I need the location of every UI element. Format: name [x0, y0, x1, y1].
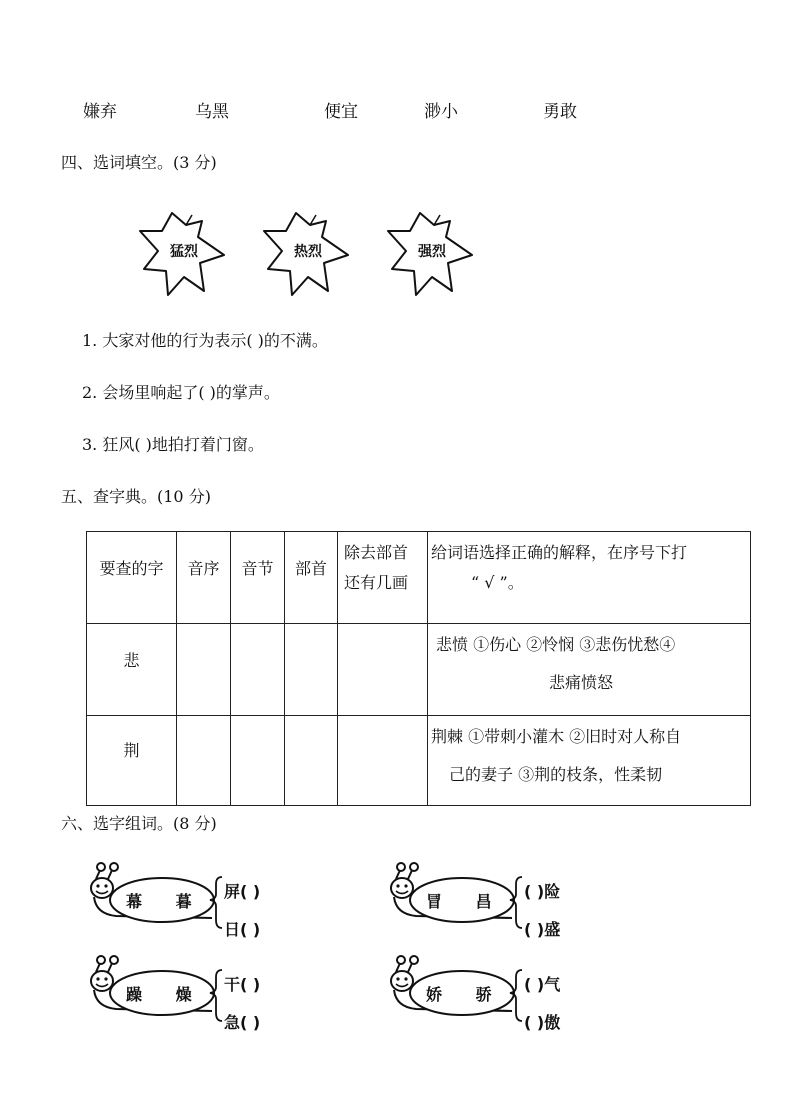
snail-option-1[interactable]: ( )险 [524, 882, 561, 901]
row-meaning-line2: 己的妻子 ③荆的枝条，性柔韧 [449, 765, 663, 784]
snail-item-4 [382, 955, 712, 1035]
snail-option-1[interactable]: 干( ) [224, 975, 261, 994]
snail-shell-chars: 幕 暮 [126, 892, 206, 911]
snail-item-1 [82, 862, 412, 942]
row-meaning-line2: 悲痛愤怒 [549, 673, 614, 692]
header-syllable [231, 532, 285, 624]
header-meaning-line1: 给词语选择正确的解释，在序号下打 [431, 543, 688, 562]
leaf-word: 强烈 [418, 244, 446, 260]
header-char-text: 要查的字 [99, 559, 164, 578]
header-strokes-line1: 除去部首 [344, 543, 409, 562]
table-header-row [87, 532, 751, 624]
answer-cell[interactable] [231, 624, 285, 716]
word-2: 乌黑 [195, 102, 229, 122]
leaf-word: 猛烈 [170, 244, 198, 260]
question-2: 2. 会场里响起了( )的掌声。 [82, 383, 280, 402]
row-meaning-line1: 悲愤 ①伤心 ②怜悯 ③悲伤忧愁④ [436, 635, 676, 654]
header-char [87, 532, 177, 624]
answer-cell[interactable] [285, 716, 338, 806]
answer-cell[interactable] [231, 716, 285, 806]
answer-cell[interactable] [338, 624, 428, 716]
header-order-text: 音序 [187, 559, 220, 578]
answer-cell[interactable] [177, 716, 231, 806]
section5-title: 五、查字典。(10 分) [61, 487, 211, 506]
header-meaning-line2: “ √ ”。 [471, 573, 524, 592]
row-meaning-line1: 荆棘 ①带刺小灌木 ②旧时对人称自 [431, 727, 682, 746]
section6-title: 六、选字组词。(8 分) [61, 814, 217, 833]
leaf-card-1 [138, 205, 230, 299]
snail-option-2[interactable]: ( )盛 [524, 920, 561, 939]
row-char [87, 624, 177, 716]
word-1: 嫌弃 [83, 102, 117, 122]
leaf-card-2 [262, 205, 354, 299]
row-meaning [428, 624, 751, 716]
header-strokes [338, 532, 428, 624]
answer-cell[interactable] [177, 624, 231, 716]
snail-option-1[interactable]: 屏( ) [224, 882, 261, 901]
row-char-text: 荆 [123, 741, 140, 760]
dictionary-table [86, 531, 751, 806]
snail-option-2[interactable]: 日( ) [224, 920, 261, 939]
row-meaning [428, 716, 751, 806]
row-char-text: 悲 [123, 651, 140, 670]
snail-option-2[interactable]: ( )傲 [524, 1013, 561, 1032]
word-4: 渺小 [424, 102, 458, 122]
word-3: 便宜 [324, 102, 358, 122]
table-row [87, 716, 751, 806]
snail-shell-chars: 冒 昌 [426, 892, 506, 911]
question-1: 1. 大家对他的行为表示( )的不满。 [82, 331, 328, 350]
answer-cell[interactable] [338, 716, 428, 806]
header-syllable-text: 音节 [241, 559, 274, 578]
snail-option-2[interactable]: 急( ) [224, 1013, 261, 1032]
header-strokes-line2: 还有几画 [344, 573, 409, 592]
header-meaning [428, 532, 751, 624]
answer-cell[interactable] [285, 624, 338, 716]
snail-shell-chars: 躁 燥 [126, 985, 206, 1004]
section4-title: 四、选词填空。(3 分) [61, 153, 217, 172]
header-radical-text: 部首 [294, 559, 327, 578]
row-char [87, 716, 177, 806]
leaf-word: 热烈 [294, 244, 322, 260]
snail-option-1[interactable]: ( )气 [524, 975, 561, 994]
header-order [177, 532, 231, 624]
snail-item-2 [382, 862, 712, 942]
leaf-card-3 [386, 205, 478, 299]
snail-item-3 [82, 955, 412, 1035]
question-3: 3. 狂风( )地拍打着门窗。 [82, 435, 264, 454]
table-row [87, 624, 751, 716]
word-5: 勇敢 [543, 102, 577, 122]
snail-shell-chars: 娇 骄 [426, 985, 506, 1004]
header-radical [285, 532, 338, 624]
